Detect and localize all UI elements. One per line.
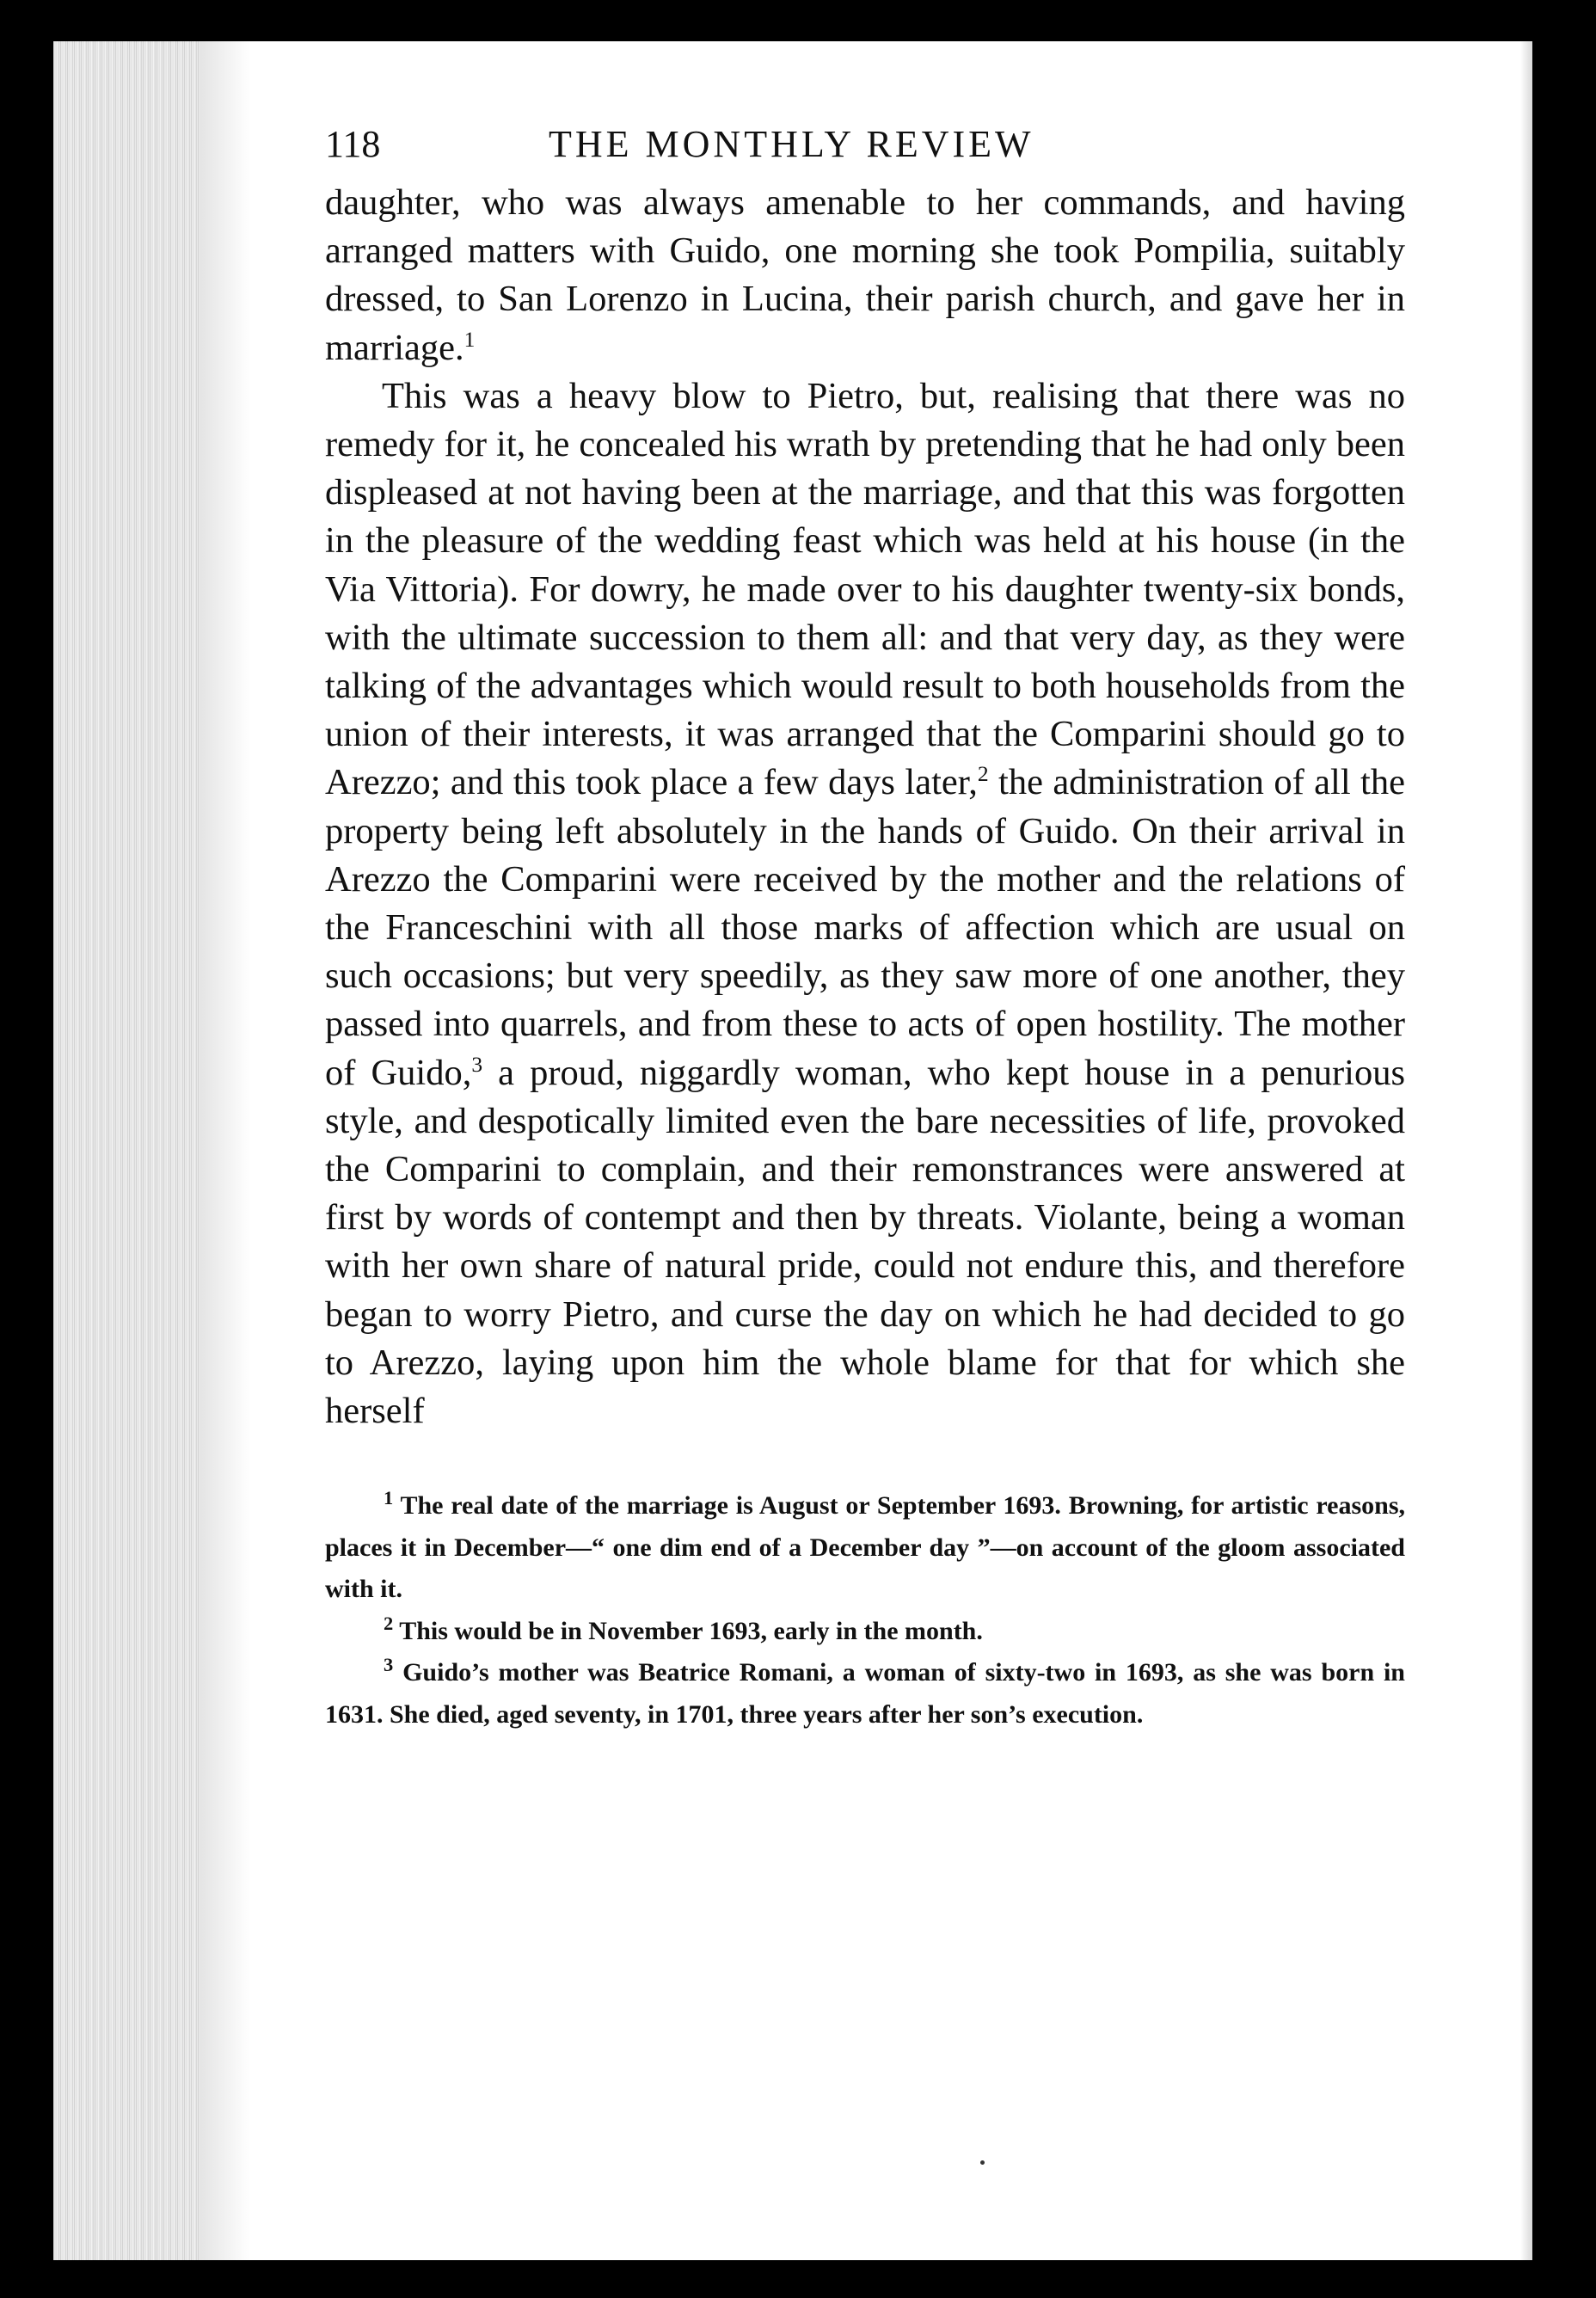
footnote-mark: 2 <box>384 1612 394 1634</box>
running-head <box>325 110 1405 179</box>
text-block <box>325 110 1405 1736</box>
footnote-1 <box>325 1485 1405 1611</box>
footnote-mark: 1 <box>384 1487 394 1509</box>
paragraph-2-text-b: the administration of all the property being left absolutely in the hands of Guido. On their arrival in Arezzo the Comparini were received by the mother and the relations of the Franceschini with all those marks of affection which are usual on such occasions; but very speedily, as they saw more of one another, they passed into quarrels, and from these to acts of open hostility. The mother of Guido, <box>325 762 1405 1093</box>
footnote-2 <box>325 1611 1405 1653</box>
footnote-ref-2: 2 <box>977 761 989 787</box>
page-edges <box>53 41 200 2260</box>
page-number: 118 <box>325 123 381 165</box>
footnote-text: This would be in November 1693, early in the month. <box>393 1616 983 1645</box>
footnotes <box>325 1485 1405 1736</box>
paragraph-2-text-a: This was a heavy blow to Pietro, but, realising that there was no remedy for it, he concealed his wrath by pretending that he had only been displeased at not having been at the marriage, and that this was forgotten in the pleasure of the wedding feast which was held at his house (in the Via Vittoria). For dowry, he made over to his daughter twenty-six bonds, with the ultimate succession to them all: and that very day, as they were talking of the advantages which would result to both households from the union of their interests, it was arranged that the Comparini should go to Arezzo; and this took place a few days later, <box>325 375 1405 803</box>
journal-title: THE MONTHLY REVIEW <box>549 123 1034 165</box>
footnote-ref-3: 3 <box>471 1051 483 1077</box>
body-text <box>325 179 1405 1435</box>
footnote-text: Guido’s mother was Beatrice Romani, a woman of sixty-two in 1693, as she was born in 1631. She died, aged seventy, in 1701, three years after her son’s execution. <box>325 1658 1405 1729</box>
footnote-ref-1: 1 <box>463 326 476 352</box>
footnote-text: The real date of the marriage is August or September 1693. Browning, for artistic reasons, places it in December—“ one dim end of a December day ”—on account of the gloom associated with it. <box>325 1491 1405 1604</box>
paragraph-2 <box>325 372 1405 1435</box>
footnote-3 <box>325 1652 1405 1736</box>
footnote-mark: 3 <box>384 1654 394 1676</box>
paragraph-1 <box>325 179 1405 372</box>
page-edges-fade <box>200 41 251 2260</box>
ink-speck <box>980 2160 985 2165</box>
paragraph-1-text: daughter, who was always amenable to her commands, and having arranged matters with Guido, one morning she took Pompilia, suitably dressed, to San Lorenzo in Lucina, their parish church, and gave her in marriage. <box>325 182 1405 368</box>
paragraph-2-text-c: a proud, niggardly woman, who kept house in a penurious style, and despotically limited even the bare necessities of life, provoked the Comparini to complain, and their remonstrances were answered at first by words of contempt and then by threats. Violante, being a woman with her own share of natural pride, could not endure this, and therefore began to worry Pietro, and curse the day on which he had decided to go to Arezzo, laying upon him the whole blame for that for which she herself <box>325 1052 1405 1432</box>
gutter-shadow <box>1520 41 1532 2260</box>
